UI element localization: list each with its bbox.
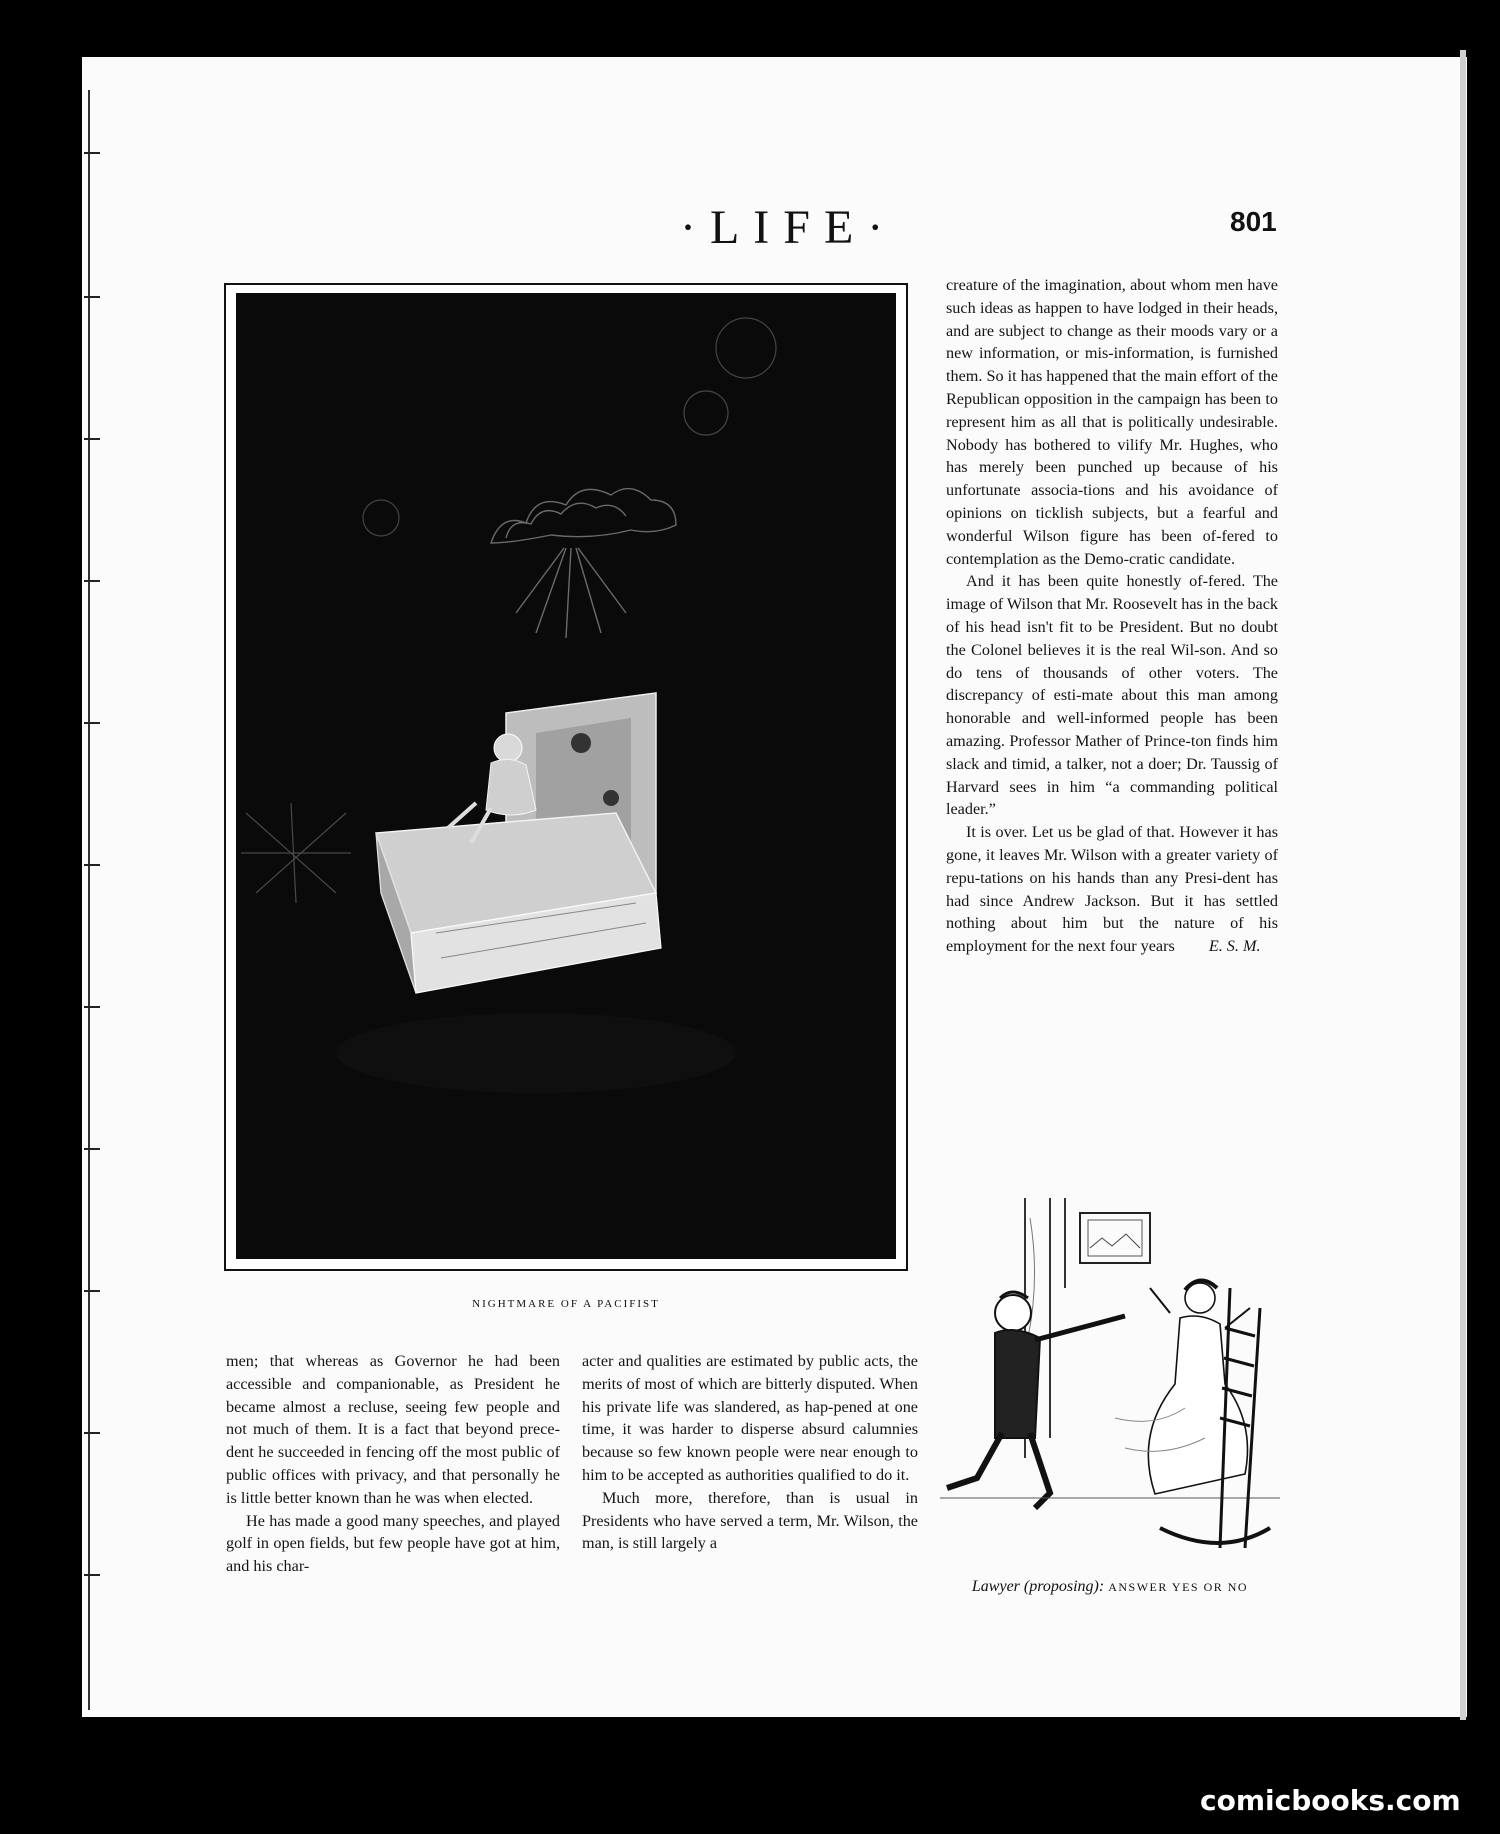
paragraph-text: It is over. Let us be glad of that. However it has gone, it leaves Mr. Wilson with a greater variety of repu-tations on his hands than any Presi-dent has had since Andrew Jackson. But it has settled nothing about him but the nature of his employment for the next four years xyxy=(946,823,1278,956)
paragraph: Much more, therefore, than is usual in Presidents who have served a term, Mr. Wilson, the man, is still largely a xyxy=(582,1488,918,1553)
article-column-bottom-left xyxy=(226,1350,560,1578)
lawyer-proposing-cartoon xyxy=(940,1198,1280,1570)
binding-stitch xyxy=(84,1290,100,1292)
binding-stitch xyxy=(84,296,100,298)
binding-stitch xyxy=(84,1006,100,1008)
pacifist-nightmare-illustration xyxy=(236,293,896,1259)
cartoon-speaker: Lawyer (proposing): xyxy=(971,1578,1105,1595)
paragraph: creature of the imagination, about whom men have such ideas as happen to have lodged in their heads, and are subject to change as their moods vary or a new information, or mis-information, is furnished them. So it has happened that the main effort of the Republican opposition in the campaign has been to represent him as all that is politically undesirable. Nobody has bothered to vilify Mr. Hughes, who has merely been punched up because of his unfortunate associa-tions and his avoidance of opinions on ticklish subjects, but a fearful and wonderful Wilson figure has been of-fered to contemplation as the Demo-cratic candidate. xyxy=(946,276,1278,568)
page-edge xyxy=(1460,50,1466,1720)
page-number: 801 xyxy=(1230,206,1277,237)
binding-stitch xyxy=(84,1148,100,1150)
paragraph: And it has been quite honestly of-fered. The image of Wilson that Mr. Roosevelt has in the back of his head isn't fit to be President. But no doubt the Colonel believes it is the real Wil-son. And so do tens of thousands of other voters. The discrepancy of esti-mate about this man among honorable and well-informed people has been amazing. Professor Mather of Prince-ton finds him slack and timid, a talker, not a doer; Dr. Taussig of Harvard sees in him “a commanding political leader.” xyxy=(946,572,1278,819)
binding-stitch xyxy=(84,580,100,582)
binding-stitch xyxy=(84,864,100,866)
paragraph xyxy=(946,821,1278,958)
paragraph: He has made a good many speeches, and played golf in open fields, but few people have got at him, and his char- xyxy=(226,1511,560,1576)
binding-stitch xyxy=(84,152,100,154)
paragraph: men; that whereas as Governor he had been accessible and companionable, as President he became almost a recluse, seeing few people and not much of them. It is a fact that beyond prece-dent he succeeded in fencing off the most public of public offices with privacy, and that personally he is little better known than he was when elected. xyxy=(226,1352,560,1507)
binding-stitch xyxy=(84,1574,100,1576)
binding-thread xyxy=(88,90,90,1710)
cartoon-caption xyxy=(930,1574,1290,1600)
illustration-caption: NIGHTMARE OF A PACIFIST xyxy=(472,1298,660,1310)
paragraph: acter and qualities are estimated by public acts, the merits of most of which are bitterly disputed. When his private life was slandered, as hap-pened at one time, it was harder to disperse absurd calumnies because so few known people were near enough to him to be accepted as authorities qualified to do it. xyxy=(582,1352,918,1484)
binding-stitch xyxy=(84,722,100,724)
binding-stitch xyxy=(84,438,100,440)
article-column-bottom-middle xyxy=(582,1350,918,1555)
article-column-right xyxy=(946,274,1278,958)
magazine-masthead: ·LIFE· xyxy=(680,201,898,254)
binding-stitch xyxy=(84,1432,100,1434)
site-watermark: comicbooks.com xyxy=(1200,1784,1461,1817)
author-signature: E. S. M. xyxy=(1208,937,1261,956)
cartoon-quote: ANSWER YES OR NO xyxy=(1108,1580,1249,1594)
